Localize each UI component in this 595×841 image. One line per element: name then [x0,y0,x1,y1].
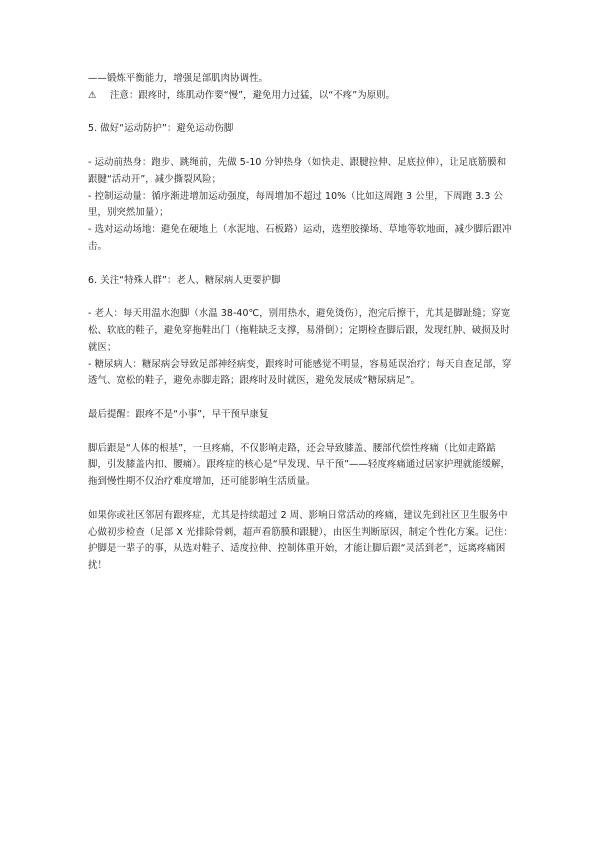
section6-heading: 6. 关注“特殊人群”：老人、糖尿病人更要护脚 [88,274,281,286]
final-heading: 最后提醒：跟疼不是“小事”，早干预早康复 [88,408,269,420]
final-paragraph-2: 如果你或社区邻居有跟疼症，尤其是持续超过 2 周、影响日常活动的疼痛，建议先到社区卫生服务中心做初步检查（足部 X 光排除骨刺，超声看筋膜和跟腱），由医生判断原因，制定个性化方案。记住：护脚是一辈子的事，从选对鞋子、适度拉伸、控制体重开始，才能让脚后跟“灵活到老”，远离疼痛困扰！ [88,509,513,572]
section5-item-volume: - 控制运动量：循序渐进增加运动强度，每周增加不超过 10%（比如这周跑 3 公里，下周跑 3.3 公里，别突然加量）； [88,190,503,219]
final-paragraph-1: 脚后跟是“人体的根基”，一旦疼痛，不仅影响走路，还会导致膝盖、腰部代偿性疼痛（比如走路踮脚，引发膝盖内扣、腰痛）。跟疼症的核心是“早发现、早干预”——轻度疼痛通过居家护理就能缓解，拖到慢性期不仅治疗难度增加，还可能影响生活质量。 [88,442,511,488]
intro-line: ——锻炼平衡能力，增强足部肌肉协调性。 [88,73,269,84]
warning-icon: ⚠ [88,89,97,101]
section5-item-warmup: - 运动前热身：跑步、跳绳前，先做 5-10 分钟热身（如快走、跟腱拉伸、足底拉伸），让足底筋膜和跟腱“活动开”，减少撕裂风险； [88,156,507,185]
warning-text: 注意：跟疼时，练肌动作要“慢”，避免用力过猛，以“不疼”为原则。 [110,89,396,101]
document-body [88,71,513,575]
section5-heading: 5. 做好“运动防护”：避免运动伤脚 [88,123,234,135]
warning-note [88,88,513,105]
section6-item-elderly: - 老人：每天用温水泡脚（水温 38-40℃，别用热水，避免烫伤），泡完后擦干，尤其是脚趾缝；穿宽松、软底的鞋子，避免穿拖鞋出门（拖鞋缺乏支撑，易滑倒）；定期检查脚后跟，发现红肿、破损及时就医； [88,308,511,353]
section6-item-diabetes: - 糖尿病人：糖尿病会导致足部神经病变，跟疼时可能感觉不明显，容易延误治疗；每天自查足部，穿透气、宽松的鞋子，避免赤脚走路；跟疼时及时就医，避免发展成“糖尿病足”。 [88,358,512,387]
section5-item-venue: - 选对运动场地：避免在硬地上（水泥地、石板路）运动，选塑胶操场、草地等软地面，减少脚后跟冲击。 [88,224,512,252]
